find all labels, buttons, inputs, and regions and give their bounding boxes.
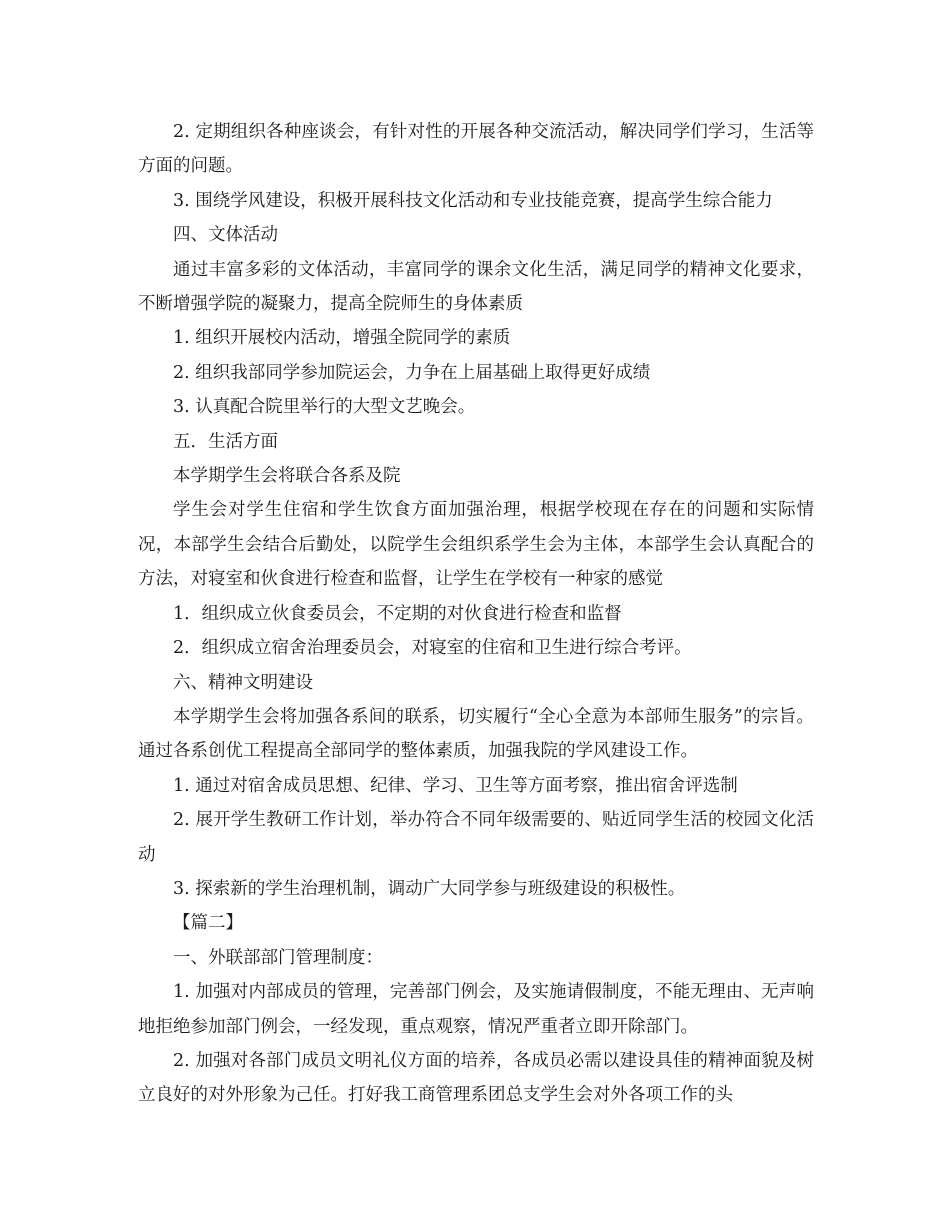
paragraph: 1. 加强对内部成员的管理，完善部门例会，及实施请假制度，不能无理由、无声响地拒绝参加部门例会，一经发现，重点观察，情况严重者立即开除部门。 (138, 982, 814, 1037)
paragraph: 2. 定期组织各种座谈会，有针对性的开展各种交流活动，解决同学们学习，生活等方面的问题。 (138, 122, 814, 177)
section-heading: 五．生活方面 (173, 431, 278, 452)
paragraph: 本学期学生会将加强各系间的联系，切实履行“全心全意为本部师生服务”的宗旨。通过各系创优工程提高全部同学的整体素质，加强我院的学风建设工作。 (138, 706, 814, 762)
paragraph: 3. 认真配合院里举行的大型文艺晚会。 (173, 397, 476, 418)
section-heading: 【篇二】 (173, 913, 243, 934)
paragraph: 2. 加强对各部门成员文明礼仪方面的培养，各成员必需以建设具佳的精神面貌及树立良好的对外形象为己任。打好我工商管理系团总支学生会对外各项工作的头 (138, 1050, 814, 1106)
section-heading: 四、文体活动 (173, 225, 278, 246)
paragraph: 学生会对学生住宿和学生饮食方面加强治理，根据学校现在存在的问题和实际情况，本部学生会结合后勤处，以院学生会组织系学生会为主体，本部学生会认真配合的方法，对寝室和伙食进行检查和监督，让学生在学校有一种家的感觉 (138, 500, 814, 590)
paragraph: 1．组织成立伙食委员会，不定期的对伙食进行检查和监督 (173, 603, 622, 624)
section-heading: 六、精神文明建设 (173, 672, 313, 693)
paragraph: 2．组织成立宿舍治理委员会，对寝室的住宿和卫生进行综合考评。 (173, 638, 692, 659)
paragraph: 2. 展开学生教研工作计划，举办符合不同年级需要的、贴近同学生活的校园文化活动 (138, 810, 814, 865)
paragraph: 1. 通过对宿舍成员思想、纪律、学习、卫生等方面考察，推出宿舍评选制 (173, 775, 738, 796)
paragraph: 3. 围绕学风建设，积极开展科技文化活动和专业技能竞赛，提高学生综合能力 (173, 190, 773, 211)
section-heading: 一、外联部部门管理制度： (173, 947, 383, 968)
document-body (138, 115, 814, 1113)
paragraph: 3. 探索新的学生治理机制，调动广大同学参与班级建设的积极性。 (173, 878, 686, 899)
paragraph: 通过丰富多彩的文体活动，丰富同学的课余文化生活，满足同学的精神文化要求，不断增强学院的凝聚力，提高全院师生的身体素质 (138, 259, 814, 315)
paragraph: 2. 组织我部同学参加院运会，力争在上届基础上取得更好成绩 (173, 362, 651, 383)
paragraph: 1. 组织开展校内活动，增强全院同学的素质 (173, 328, 511, 349)
paragraph: 本学期学生会将联合各系及院 (173, 466, 401, 487)
